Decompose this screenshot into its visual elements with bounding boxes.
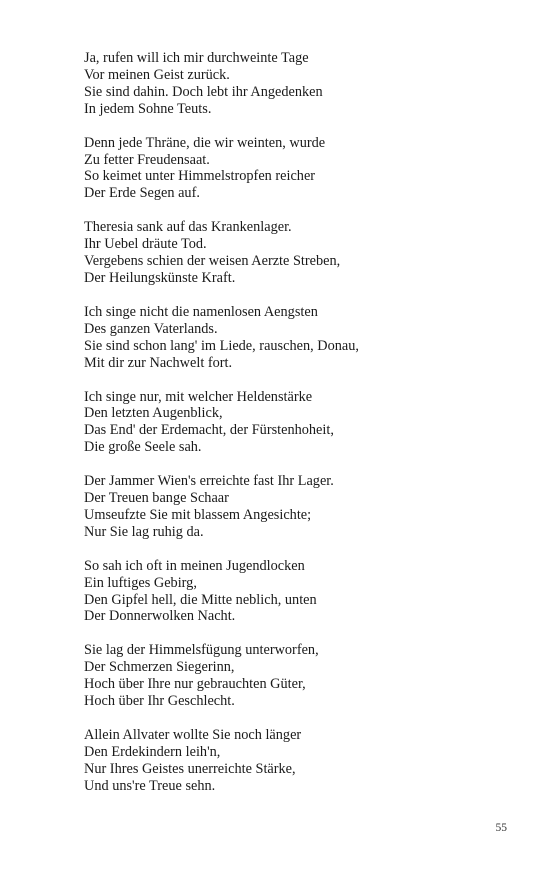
stanza <box>84 473 524 541</box>
poem-line: In jedem Sohne Teuts. <box>84 100 212 117</box>
poem-line: Sie sind schon lang' im Liede, rauschen, Donau, <box>84 337 359 354</box>
stanza <box>84 219 524 287</box>
stanza <box>84 558 524 626</box>
poem-line: Den Erdekindern leih'n, <box>84 743 221 760</box>
poem-line: Nur Ihres Geistes unerreichte Stärke, <box>84 760 296 777</box>
poem-line: Umseufzte Sie mit blassem Angesichte; <box>84 506 312 523</box>
poem-line: Allein Allvater wollte Sie noch länger <box>84 727 302 743</box>
poem-line: Hoch über Ihr Geschlecht. <box>84 693 235 710</box>
page-number: 55 <box>495 822 507 834</box>
poem-line: Der Heilungskünste Kraft. <box>84 269 236 286</box>
poem-line: Den letzten Augenblick, <box>84 405 223 422</box>
poem-line: Der Schmerzen Siegerinn, <box>84 659 235 676</box>
stanza <box>84 304 524 372</box>
poem-line: Theresia sank auf das Krankenlager. <box>84 219 292 236</box>
poem-line: Die große Seele sah. <box>84 439 202 456</box>
poem-line: Hoch über Ihre nur gebrauchten Güter, <box>84 676 306 693</box>
poem-line: Vor meinen Geist zurück. <box>84 66 230 83</box>
poem-line: Der Treuen bange Schaar <box>84 490 229 507</box>
poem-line: Mit dir zur Nachwelt fort. <box>84 354 233 371</box>
stanza <box>84 727 524 795</box>
poem-line: Und uns're Treue sehn. <box>84 777 216 794</box>
poem-line: Das End' der Erdemacht, der Fürstenhoheit, <box>84 422 334 439</box>
poem-line: Vergebens schien der weisen Aerzte Streben, <box>84 253 341 270</box>
poem-line: Ja, rufen will ich mir durchweinte Tage <box>84 50 309 66</box>
poem-line: So sah ich oft in meinen Jugendlocken <box>84 557 305 574</box>
poem-line: Des ganzen Vaterlands. <box>84 320 218 337</box>
poem-body <box>84 50 524 812</box>
poem-line: So keimet unter Himmelstropfen reicher <box>84 168 316 185</box>
stanza <box>84 389 524 457</box>
poem-line: Der Erde Segen auf. <box>84 185 200 202</box>
poem-line: Zu fetter Freudensaat. <box>84 151 210 168</box>
poem-line: Nur Sie lag ruhig da. <box>84 523 204 540</box>
poem-line: Der Donnerwolken Nacht. <box>84 608 236 625</box>
poem-line: Den Gipfel hell, die Mitte neblich, unten <box>84 591 317 608</box>
poem-line: Ihr Uebel dräute Tod. <box>84 236 207 253</box>
poem-line: Ich singe nur, mit welcher Heldenstärke <box>84 388 313 405</box>
poem-line: Sie lag der Himmelsfügung unterworfen, <box>84 642 319 659</box>
poem-line: Der Jammer Wien's erreichte fast Ihr Lager. <box>84 473 334 490</box>
stanza <box>84 642 524 710</box>
stanza <box>84 135 524 203</box>
poem-line: Sie sind dahin. Doch lebt ihr Angedenken <box>84 83 323 100</box>
poem-line: Denn jede Thräne, die wir weinten, wurde <box>84 134 326 151</box>
poem-line: Ein luftiges Gebirg, <box>84 574 197 591</box>
stanza <box>84 50 524 118</box>
poem-line: Ich singe nicht die namenlosen Aengsten <box>84 303 318 320</box>
